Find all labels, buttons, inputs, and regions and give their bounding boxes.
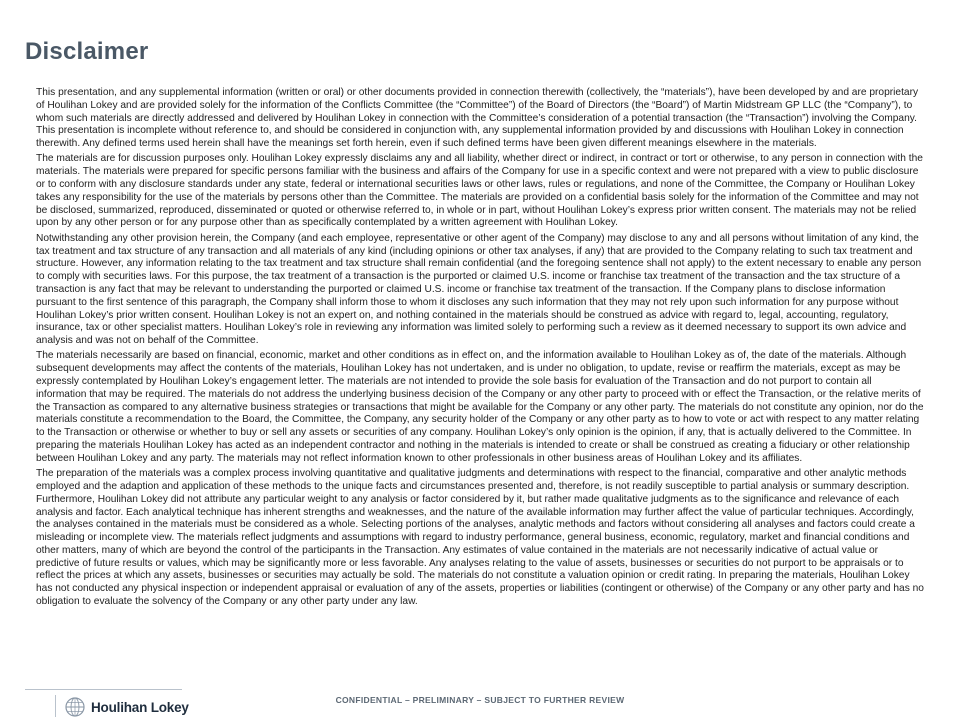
disclaimer-paragraph: The preparation of the materials was a complex process involving quantitative and qualitative judgments and determinations with respect to the financial, comparative and other analytic methods employed and the adaption and application of these methods to the unique facts and circumstances presented and, therefore, is not readily susceptible to partial analysis or summary description. Furthermore, Houlihan Lokey did not attribute any particular weight to any analysis or factor considered by it, but rather made qualitative judgments as to the significance and relevance of each analysis and factor. Each analytical technique has inherent strengths and weaknesses, and the nature of the available information may further affect the value of particular techniques. Accordingly, the analyses contained in the materials must be considered as a whole. Selecting portions of the analyses, analytic methods and factors without considering all analyses and factors could create a misleading or incomplete view. The materials reflect judgments and assumptions with regard to industry performance, general business, economic, regulatory, market and financial conditions and other matters, many of which are beyond the control of the participants in the Transaction. Any estimates of value contained in the materials are not necessarily indicative of actual value or predictive of future results or values, which may be significantly more or less favorable. Any analyses relating to the value of assets, businesses or securities do not purport to be appraisals or to reflect the prices at which any assets, businesses or securities may actually be sold. The materials do not constitute a valuation opinion or credit rating. In preparing the materials, Houlihan Lokey has not conducted any physical inspection or independent appraisal or evaluation of any of the assets, properties or liabilities (contingent or otherwise) of the Company or any other party and has no obligation to evaluate the solvency of the Company or any other party under any law. bbox=[36, 468, 924, 608]
disclaimer-paragraph: This presentation, and any supplemental information (written or oral) or other documents provided in connection therewith (collectively, the “materials”), have been developed by and are proprietary of Houlihan Lokey and are provided solely for the information of the Conflicts Committee (the “Committee”) of the Board of Directors (the “Board”) of Martin Midstream GP LLC (the “Company”), to whom such materials are directly addressed and delivered by Houlihan Lokey in connection with the Committee’s consideration of a potential transaction (the “Transaction”) involving the Company. This presentation is incomplete without reference to, and should be considered in conjunction with, any supplemental information provided by and discussions with Houlihan Lokey in connection therewith. Any defined terms used herein shall have the meanings set forth herein, even if such defined terms have been given different meanings elsewhere in the materials. bbox=[36, 87, 919, 150]
disclaimer-paragraph: Notwithstanding any other provision herein, the Company (and each employee, representative or other agent of the Company) may disclose to any and all persons without limitation of any kind, the tax treatment and tax structure of any transaction and all materials of any kind (including opinions or other tax analyses, if any) that are provided to the Company relating to such tax treatment and structure. However, any information relating to the tax treatment and tax structure shall remain confidential (and the foregoing sentence shall not apply) to the extent necessary to enable any person to comply with securities laws. For this purpose, the tax treatment of a transaction is the purported or claimed U.S. income or franchise tax treatment of the transaction and the tax structure of a transaction is any fact that may be relevant to understanding the purported or claimed U.S. income or franchise tax treatment of the transaction. If the Company plans to disclose information pursuant to the first sentence of this paragraph, the Company shall inform those to whom it discloses any such information that they may not rely upon such information for any purpose without Houlihan Lokey’s prior written consent. Houlihan Lokey is not an expert on, and nothing contained in the materials should be construed as advice with regard to, legal, accounting, regulatory, insurance, tax or other specialist matters. Houlihan Lokey’s role in reviewing any information was limited solely to performing such a review as it deemed necessary to support its own advice and analysis and was not on behalf of the Committee. bbox=[36, 232, 922, 347]
footer-divider bbox=[25, 689, 182, 690]
disclaimer-body bbox=[36, 87, 924, 611]
disclaimer-paragraph: The materials are for discussion purposes only. Houlihan Lokey expressly disclaims any and all liability, whether direct or indirect, in contract or tort or otherwise, to any person in connection with the materials. The materials were prepared for specific persons familiar with the business and affairs of the Company for use in a specific context and were not prepared with a view to public disclosure or to conform with any disclosure standards under any state, federal or international securities laws or other laws, rules or regulations, and none of the Committee, the Company or Houlihan Lokey takes any responsibility for the use of the materials by persons other than the Committee. The materials are provided on a confidential basis solely for the information of the Committee and may not be disclosed, summarized, reproduced, disseminated or quoted or otherwise referred to, in whole or in part, without Houlihan Lokey’s express prior written consent. The materials may not be relied upon by any other person or for any purpose other than as specifically contemplated by a written agreement with Houlihan Lokey. bbox=[36, 153, 923, 229]
confidential-notice: CONFIDENTIAL – PRELIMINARY – SUBJECT TO FURTHER REVIEW bbox=[335, 695, 625, 705]
logo-wordmark: Houlihan Lokey bbox=[91, 699, 189, 715]
disclaimer-paragraph: The materials necessarily are based on financial, economic, market and other conditions as in effect on, and the information available to Houlihan Lokey as of, the date of the materials. Although subsequent developments may affect the contents of the materials, Houlihan Lokey has not undertaken, and is under no obligation, to update, revise or reaffirm the materials, except as may be expressly contemplated by Houlihan Lokey’s engagement letter. The materials are not intended to provide the sole basis for evaluation of the Transaction and do not purport to contain all information that may be required. The materials do not address the underlying business decision of the Company or any other party to proceed with or effect the Transaction, or the relative merits of the Transaction as compared to any alternative business strategies or transactions that might be available for the Company or any other party. The materials do not constitute any opinion, nor do the materials constitute a recommendation to the Board, the Committee, the Company, any security holder of the Company or any other party as to how to vote or act with respect to any matter relating to the Transaction or otherwise or whether to buy or sell any assets or securities of any company. Houlihan Lokey’s only opinion is the opinion, if any, that is actually delivered to the Committee. In preparing the materials Houlihan Lokey has acted as an independent contractor and nothing in the materials is intended to create or shall be construed as creating a fiduciary or other relationship between Houlihan Lokey and any party. The materials may not reflect information known to other professionals in other business areas of Houlihan Lokey and its affiliates. bbox=[36, 350, 924, 464]
page-title: Disclaimer bbox=[25, 38, 149, 65]
